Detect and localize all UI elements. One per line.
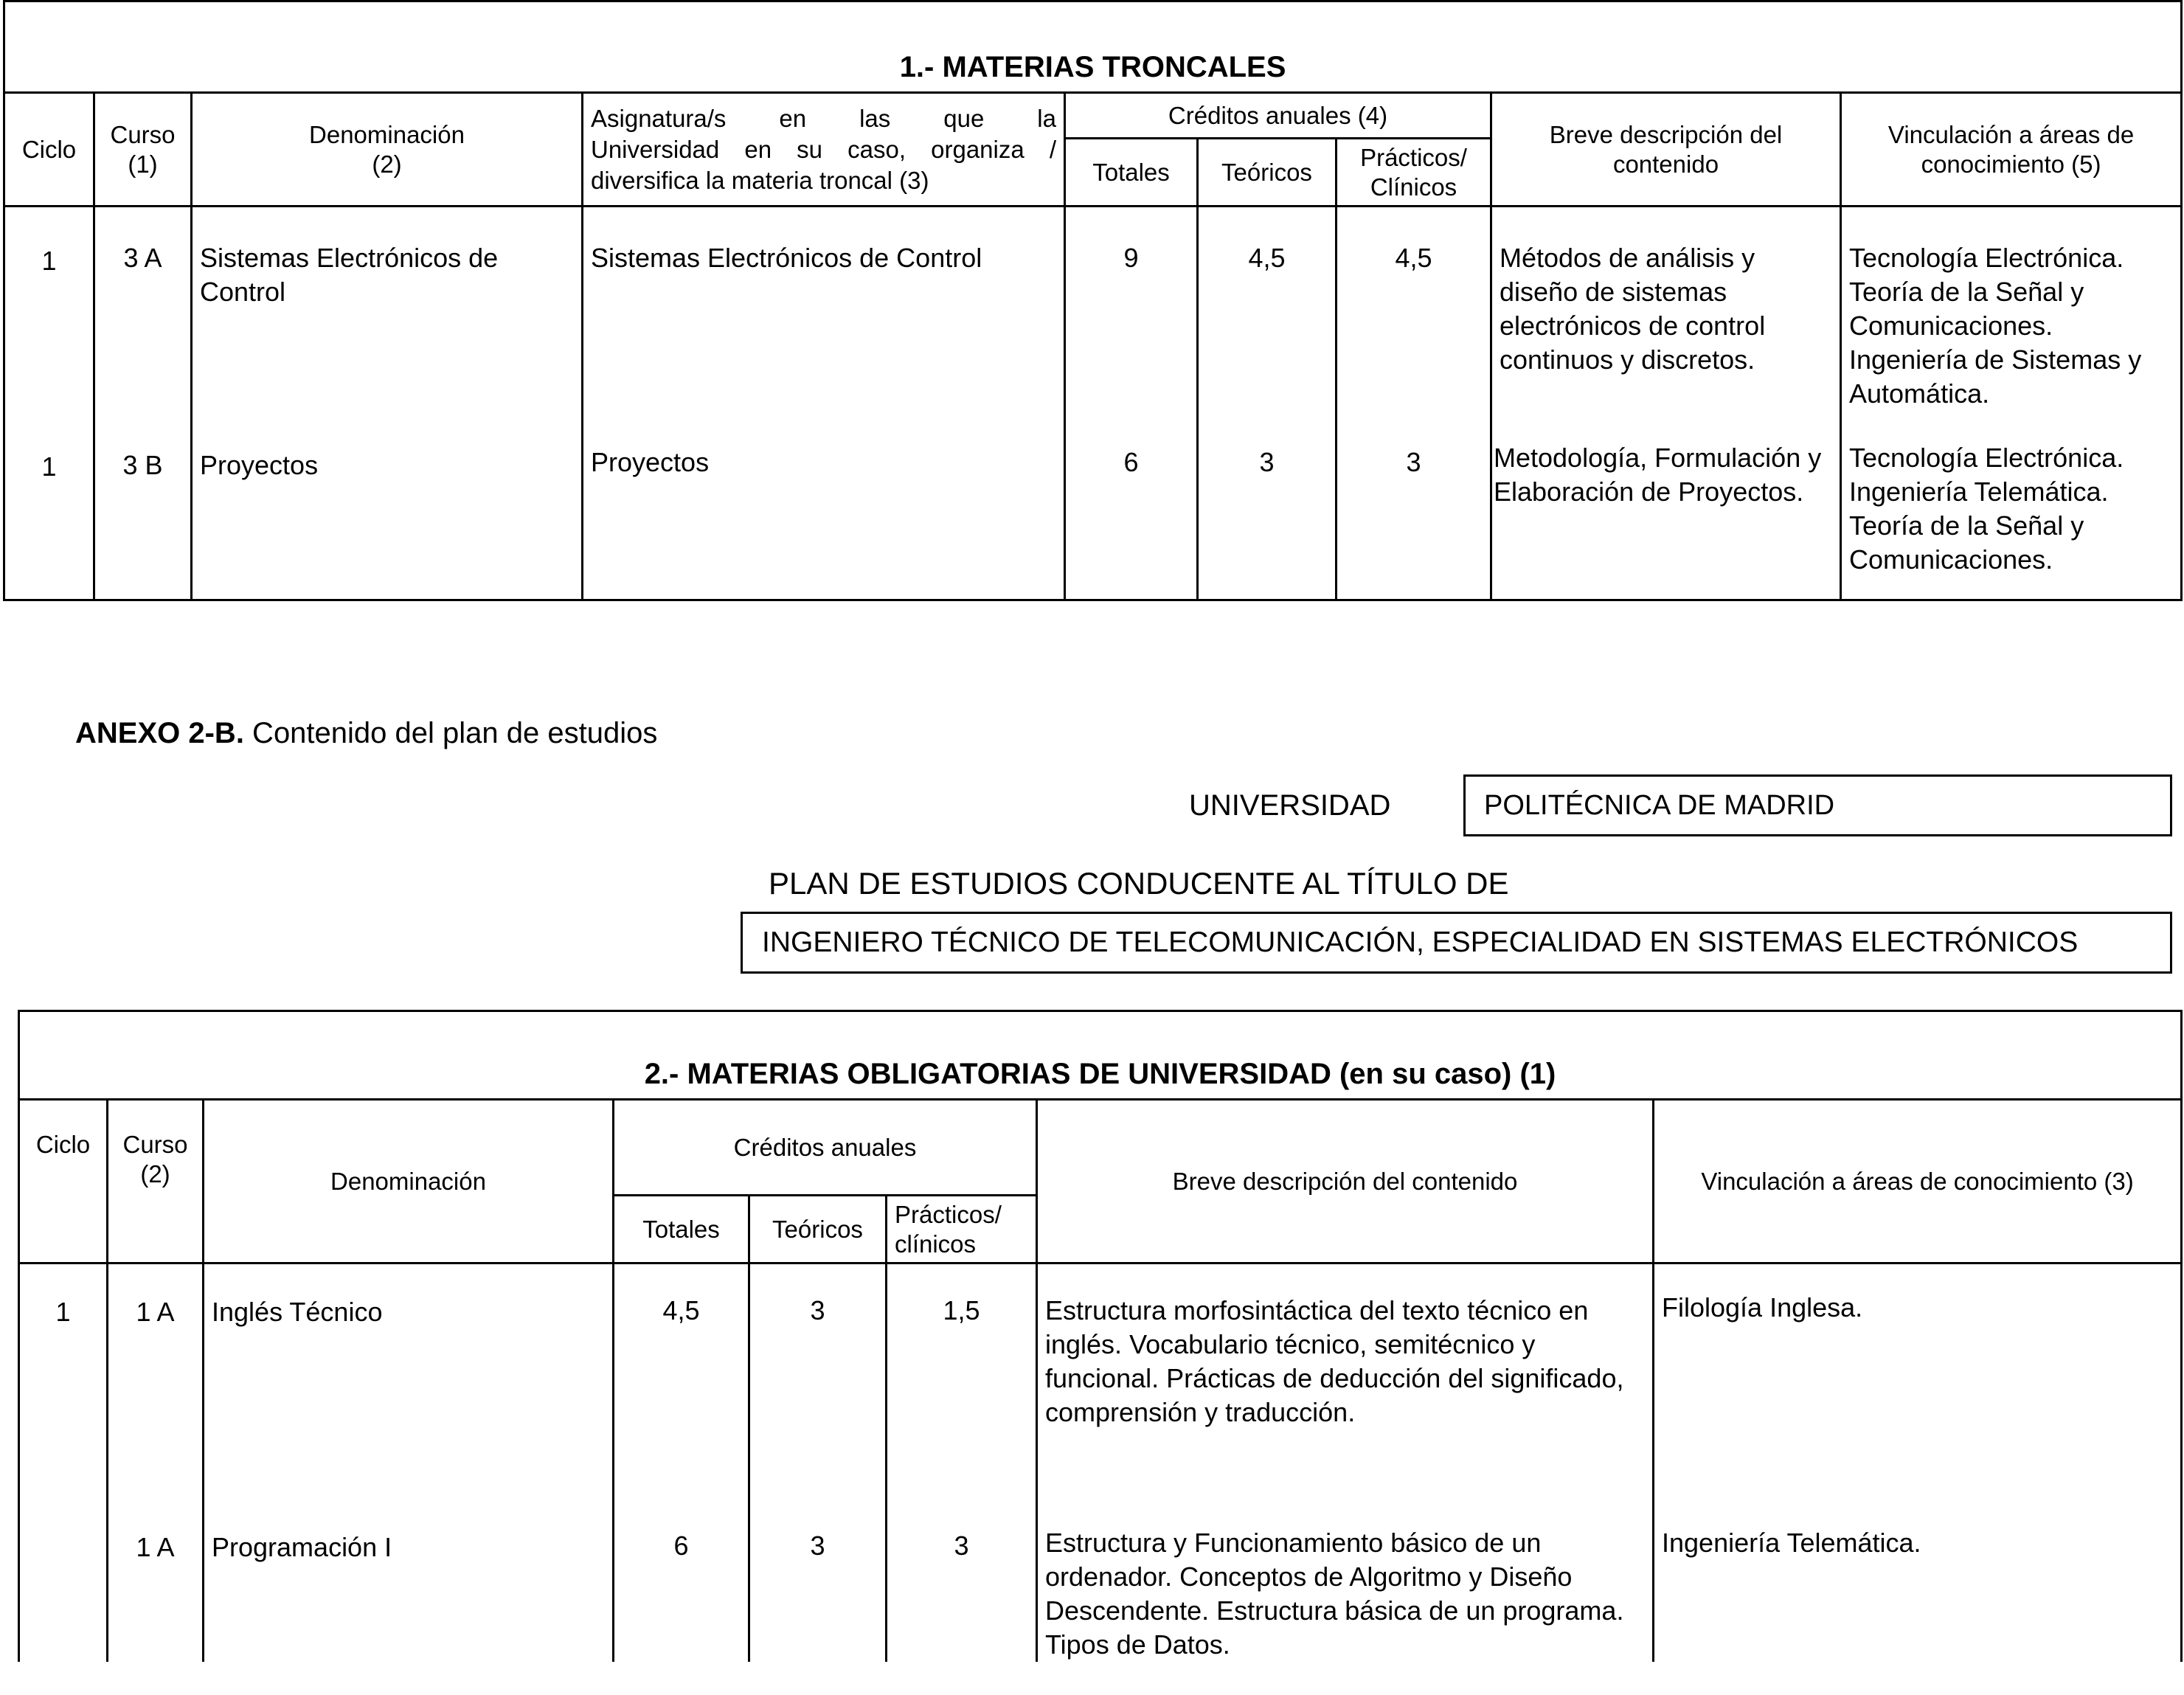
table2-header-creditos: Créditos anuales [614, 1100, 1037, 1196]
cell-totales: 6 [1065, 413, 1198, 600]
cell-asignatura: Sistemas Electrónicos de Control [583, 207, 1065, 413]
titulo-box [741, 912, 2172, 974]
annex-label [75, 717, 657, 750]
table2-header-vinculacion: Vinculación a áreas de conocimiento (3) [1654, 1100, 2182, 1264]
table2-header-teoricos: Teóricos [749, 1196, 887, 1264]
plan-label: PLAN DE ESTUDIOS CONDUCENTE AL TÍTULO DE [769, 866, 1509, 901]
cell-teoricos: 4,5 [1198, 207, 1337, 413]
cell-practicos: 3 [887, 1501, 1037, 1662]
cell-vinculacion: Tecnología Electrónica. Teoría de la Señal y Comunicaciones. Ingeniería de Sistemas y Automática. [1841, 207, 2182, 413]
table2-header-breve: Breve descripción del contenido [1037, 1100, 1654, 1264]
table1-title: 1.- MATERIAS TRONCALES [4, 1, 2182, 93]
cell-breve: Metodología, Formulación y Elaboración de Proyectos. [1491, 413, 1841, 600]
cell-ciclo: 1 [4, 207, 94, 413]
table2-header-totales: Totales [614, 1196, 749, 1264]
universidad-box [1463, 774, 2172, 836]
asignatura-header-line-2: Universidad en su caso, organiza / [591, 135, 1056, 163]
asignatura-header-line-3: diversifica la materia troncal (3) [591, 166, 929, 194]
table1-header-vinculacion: Vinculación a áreas de conocimiento (5) [1841, 93, 2182, 207]
table1-header-denominacion: Denominación (2) [192, 93, 583, 207]
table2-header-curso: Curso (2) [108, 1100, 204, 1264]
table2-title: 2.- MATERIAS OBLIGATORIAS DE UNIVERSIDAD (en su caso) (1) [19, 1011, 2182, 1100]
table1-header-teoricos: Teóricos [1198, 139, 1337, 207]
cell-ciclo [19, 1501, 108, 1662]
table2-header-denominacion: Denominación [204, 1100, 614, 1264]
table-row [4, 207, 2182, 413]
table1-header-creditos: Créditos anuales (4) [1065, 93, 1491, 139]
cell-vinculacion: Tecnología Electrónica. Ingeniería Telemática. Teoría de la Señal y Comunicaciones. [1841, 413, 2182, 600]
cell-breve: Estructura morfosintáctica del texto técnico en inglés. Vocabulario técnico, semitécnico y funcional. Prácticas de deducción del significado, comprensión y traducción. [1037, 1264, 1654, 1501]
table1-header-breve: Breve descripción del contenido [1491, 93, 1841, 207]
table1-header-curso: Curso (1) [94, 93, 192, 207]
table2-header-ciclo: Ciclo [19, 1100, 108, 1264]
cell-denominacion: Sistemas Electrónicos de Control [192, 207, 583, 413]
annex-label-bold: ANEXO 2-B. [75, 717, 244, 749]
universidad-value: POLITÉCNICA DE MADRID [1484, 789, 1835, 821]
cell-ciclo: 1 [4, 413, 94, 600]
cell-practicos: 1,5 [887, 1264, 1037, 1501]
cell-curso: 3 A [94, 207, 192, 413]
cell-vinculacion: Ingeniería Telemática. [1654, 1501, 2182, 1662]
titulo-value: INGENIERO TÉCNICO DE TELECOMUNICACIÓN, ESPECIALIDAD EN SISTEMAS ELECTRÓNICOS [762, 926, 2079, 958]
cell-curso: 1 A [108, 1264, 204, 1501]
cell-ciclo: 1 [19, 1264, 108, 1501]
materias-troncales-table [3, 0, 2183, 601]
cell-practicos: 3 [1337, 413, 1491, 600]
cell-denominacion: Proyectos [192, 413, 583, 600]
annex-label-rest: Contenido del plan de estudios [243, 717, 658, 749]
table-row [4, 413, 2182, 600]
cell-teoricos: 3 [749, 1501, 887, 1662]
cell-breve: Métodos de análisis y diseño de sistemas electrónicos de control continuos y discretos. [1491, 207, 1841, 413]
table-row [19, 1264, 2182, 1501]
cell-vinculacion: Filología Inglesa. [1654, 1264, 2182, 1501]
cell-asignatura: Proyectos [583, 413, 1065, 600]
cell-practicos: 4,5 [1337, 207, 1491, 413]
cell-curso: 3 B [94, 413, 192, 600]
cell-curso: 1 A [108, 1501, 204, 1662]
cell-denominacion: Programación I [204, 1501, 614, 1662]
table1-header-practicos: Prácticos/ Clínicos [1337, 139, 1491, 207]
table2-header-practicos: Prácticos/ clínicos [887, 1196, 1037, 1264]
cell-teoricos: 3 [1198, 413, 1337, 600]
cell-teoricos: 3 [749, 1264, 887, 1501]
cell-totales: 6 [614, 1501, 749, 1662]
materias-obligatorias-table [18, 1010, 2183, 1662]
universidad-label: UNIVERSIDAD [1189, 789, 1391, 822]
cell-totales: 9 [1065, 207, 1198, 413]
table1-header-asignatura [583, 93, 1065, 207]
cell-totales: 4,5 [614, 1264, 749, 1501]
cell-breve: Estructura y Funcionamiento básico de un ordenador. Conceptos de Algoritmo y Diseño Descendente. Estructura básica de un programa. Tipos de Datos. [1037, 1501, 1654, 1662]
table-row [19, 1501, 2182, 1662]
table1-header-totales: Totales [1065, 139, 1198, 207]
asignatura-header-line-1: Asignatura/s en las que la [591, 104, 1056, 132]
cell-denominacion: Inglés Técnico [204, 1264, 614, 1501]
table1-header-ciclo: Ciclo [4, 93, 94, 207]
